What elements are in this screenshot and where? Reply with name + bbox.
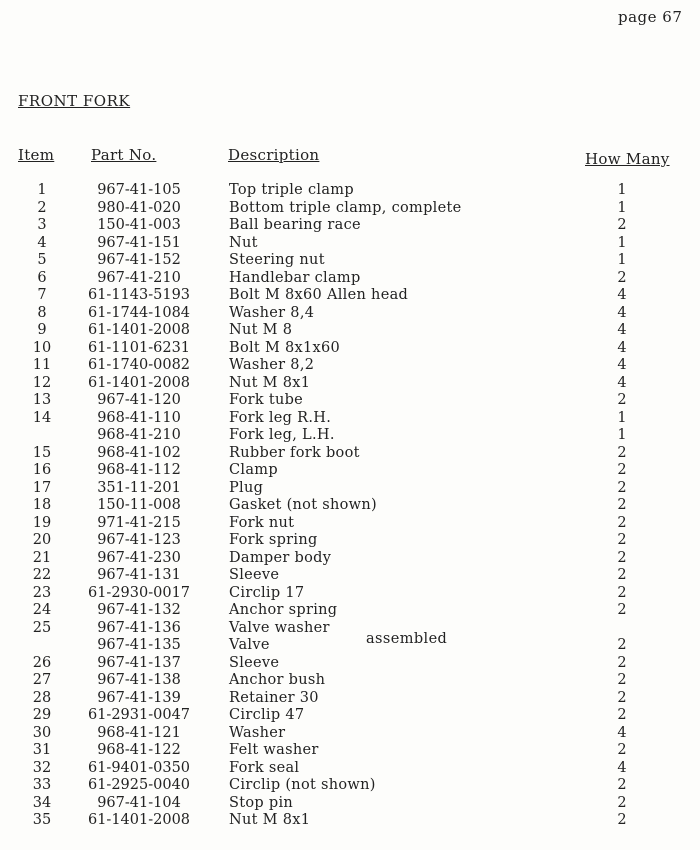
description: Bolt M 8x60 Allen head: [229, 287, 409, 303]
table-row: [0, 707, 700, 725]
description: Anchor bush: [229, 672, 326, 688]
item-number: 10: [32, 339, 52, 356]
item-number: 21: [32, 549, 52, 566]
item-number: 33: [32, 777, 52, 793]
part-number: 967-41-138: [97, 672, 181, 688]
table-row: [0, 322, 700, 340]
description: Circlip 47: [229, 707, 305, 723]
part-number: 967-41-132: [97, 602, 181, 618]
quantity: 2: [617, 462, 627, 478]
part-number: 967-41-104: [97, 794, 181, 811]
part-number: 967-41-135: [97, 637, 181, 653]
part-number: 968-41-112: [97, 462, 181, 478]
part-number: 61-2925-0040: [87, 777, 191, 793]
item-number: 5: [37, 252, 47, 268]
description: Washer 8,4: [229, 304, 315, 321]
item-number: 14: [32, 409, 52, 426]
item-number: 13: [32, 392, 52, 408]
part-number: 968-41-102: [97, 444, 181, 461]
item-number: 9: [37, 322, 47, 338]
description: Nut M 8: [229, 322, 293, 338]
quantity: 2: [617, 584, 627, 601]
table-row: [0, 725, 700, 743]
description: Retainer 30: [229, 689, 319, 706]
part-number: 61-1143-5193: [87, 287, 191, 303]
quantity: 1: [617, 234, 627, 251]
item-number: 23: [32, 584, 52, 601]
part-number: 968-41-122: [97, 742, 181, 758]
table-row: [0, 777, 700, 795]
description: Nut: [229, 234, 258, 251]
quantity: 4: [617, 357, 627, 373]
item-number: 24: [32, 602, 52, 618]
description: Valve washer: [229, 619, 330, 636]
table-row: [0, 760, 700, 778]
section-title: FRONT FORK: [18, 92, 131, 110]
item-number: 16: [32, 462, 52, 478]
quantity: 4: [617, 759, 627, 776]
quantity: 2: [617, 602, 627, 618]
table-row: [0, 252, 700, 270]
table-row: [0, 515, 700, 533]
item-number: 22: [32, 567, 52, 583]
quantity: 1: [617, 409, 627, 426]
item-number: 27: [32, 672, 52, 688]
quantity: 1: [617, 182, 627, 198]
description: Gasket (not shown): [229, 497, 377, 513]
header-part-no: Part No.: [91, 146, 157, 164]
item-number: 8: [37, 304, 47, 321]
item-number: 25: [32, 619, 52, 636]
table-row: [0, 585, 700, 603]
part-number: 967-41-131: [97, 567, 181, 583]
description: Washer: [229, 724, 286, 741]
item-number: 7: [37, 287, 47, 303]
description: Bottom triple clamp, complete: [229, 199, 462, 216]
quantity: 2: [617, 689, 627, 706]
description: Circlip (not shown): [229, 777, 376, 793]
part-number: 351-11-201: [97, 479, 181, 496]
part-number: 971-41-215: [97, 514, 181, 531]
table-row: [0, 742, 700, 760]
table-row: [0, 497, 700, 515]
table-row: [0, 217, 700, 235]
table-row: [0, 567, 700, 585]
quantity: 1: [617, 252, 627, 268]
quantity: 4: [617, 374, 627, 391]
quantity: 2: [617, 497, 627, 513]
part-number: 61-2930-0017: [87, 584, 191, 601]
table-row: [0, 182, 700, 200]
part-number: 61-2931-0047: [87, 707, 191, 723]
table-row: [0, 340, 700, 358]
quantity: 4: [617, 724, 627, 741]
part-number: 967-41-105: [97, 182, 181, 198]
description: Top triple clamp: [229, 182, 354, 198]
part-number: 967-41-120: [97, 392, 181, 408]
item-number: 32: [32, 759, 52, 776]
quantity: 2: [617, 549, 627, 566]
item-number: 26: [32, 654, 52, 671]
part-number: 968-41-110: [97, 409, 181, 426]
item-number: 31: [32, 742, 52, 758]
item-number: 29: [32, 707, 52, 723]
item-number: 17: [32, 479, 52, 496]
table-row: [0, 270, 700, 288]
description: Handlebar clamp: [229, 269, 361, 286]
part-number: 967-41-137: [97, 654, 181, 671]
part-number: 61-1401-2008: [87, 812, 191, 828]
table-row: [0, 375, 700, 393]
item-number: 19: [32, 514, 52, 531]
description: Anchor spring: [229, 602, 338, 618]
quantity: 2: [617, 479, 627, 496]
quantity: 1: [617, 199, 627, 216]
table-row: [0, 410, 700, 428]
quantity: 4: [617, 322, 627, 338]
table-row: [0, 287, 700, 305]
quantity: 2: [617, 532, 627, 548]
item-number: 1: [37, 182, 47, 198]
quantity: 2: [617, 654, 627, 671]
table-row: [0, 305, 700, 323]
description: Fork spring: [229, 532, 318, 548]
quantity: 1: [617, 427, 627, 443]
description: Sleeve: [229, 654, 280, 671]
part-number: 61-9401-0350: [87, 759, 191, 776]
description: Valve: [229, 637, 270, 653]
description: Washer 8,2: [229, 357, 315, 373]
description: Sleeve: [229, 567, 280, 583]
table-row: [0, 532, 700, 550]
table-row: [0, 550, 700, 568]
table-row: [0, 427, 700, 445]
quantity: 2: [617, 269, 627, 286]
quantity: 2: [617, 217, 627, 233]
description: Fork leg, L.H.: [229, 427, 335, 443]
part-number: 61-1740-0082: [87, 357, 191, 373]
header-how-many: How Many: [585, 150, 670, 168]
description: Steering nut: [229, 252, 325, 268]
part-number: 150-11-008: [97, 497, 181, 513]
item-number: 30: [32, 724, 52, 741]
quantity: 2: [617, 392, 627, 408]
item-number: 11: [32, 357, 52, 373]
part-number: 968-41-121: [97, 724, 181, 741]
part-number: 967-41-210: [97, 269, 181, 286]
table-row: [0, 690, 700, 708]
part-number: 61-1401-2008: [87, 322, 191, 338]
description: Rubber fork boot: [229, 444, 360, 461]
part-number: 967-41-123: [97, 532, 181, 548]
description: Nut M 8x1: [229, 812, 311, 828]
description: Fork seal: [229, 759, 300, 776]
description: Felt washer: [229, 742, 319, 758]
item-number: 15: [32, 444, 52, 461]
part-number: 967-41-151: [97, 234, 181, 251]
part-number: 967-41-136: [97, 619, 181, 636]
table-row: [0, 200, 700, 218]
table-row: [0, 235, 700, 253]
description: Fork leg R.H.: [229, 409, 332, 426]
item-number: 4: [37, 234, 47, 251]
item-number: 18: [32, 497, 52, 513]
part-number: 967-41-139: [97, 689, 181, 706]
quantity: 4: [617, 339, 627, 356]
table-row: [0, 480, 700, 498]
quantity: 2: [617, 812, 627, 828]
item-number: 35: [32, 812, 52, 828]
item-number: 28: [32, 689, 52, 706]
header-item: Item: [18, 146, 55, 164]
quantity: 2: [617, 707, 627, 723]
part-number: 61-1401-2008: [87, 374, 191, 391]
part-number: 967-41-230: [97, 549, 181, 566]
part-number: 61-1744-1084: [87, 304, 191, 321]
item-number: 2: [37, 199, 47, 216]
table-row: [0, 795, 700, 813]
part-number: 967-41-152: [97, 252, 181, 268]
part-number: 61-1101-6231: [87, 339, 191, 356]
table-row: [0, 445, 700, 463]
table-row: [0, 812, 700, 830]
table-row: [0, 602, 700, 620]
quantity: 4: [617, 304, 627, 321]
description: Circlip 17: [229, 584, 305, 601]
description: Stop pin: [229, 794, 294, 811]
page-number: page 67: [618, 8, 683, 26]
item-number: 6: [37, 269, 47, 286]
table-row: [0, 357, 700, 375]
table-row: [0, 620, 700, 638]
description: Bolt M 8x1x60: [229, 339, 341, 356]
part-number: 968-41-210: [97, 427, 181, 443]
table-row: [0, 637, 700, 655]
table-row: [0, 462, 700, 480]
description: Nut M 8x1: [229, 374, 311, 391]
table-row: [0, 392, 700, 410]
item-number: 20: [32, 532, 52, 548]
header-description: Description: [228, 146, 320, 164]
description: Plug: [229, 479, 264, 496]
quantity: 2: [617, 444, 627, 461]
description: Fork tube: [229, 392, 304, 408]
quantity: 4: [617, 287, 627, 303]
table-row: [0, 672, 700, 690]
quantity: 2: [617, 514, 627, 531]
quantity: 2: [617, 637, 627, 653]
quantity: 2: [617, 672, 627, 688]
assembled-note: assembled: [366, 631, 448, 647]
description: Ball bearing race: [229, 217, 361, 233]
quantity: 2: [617, 567, 627, 583]
description: Damper body: [229, 549, 332, 566]
quantity: 2: [617, 777, 627, 793]
item-number: 3: [37, 217, 47, 233]
item-number: 12: [32, 374, 52, 391]
parts-table: [0, 182, 700, 830]
quantity: 2: [617, 794, 627, 811]
table-row: [0, 655, 700, 673]
part-number: 980-41-020: [97, 199, 181, 216]
description: Fork nut: [229, 514, 295, 531]
quantity: 2: [617, 742, 627, 758]
description: Clamp: [229, 462, 278, 478]
item-number: 34: [32, 794, 52, 811]
part-number: 150-41-003: [97, 217, 181, 233]
